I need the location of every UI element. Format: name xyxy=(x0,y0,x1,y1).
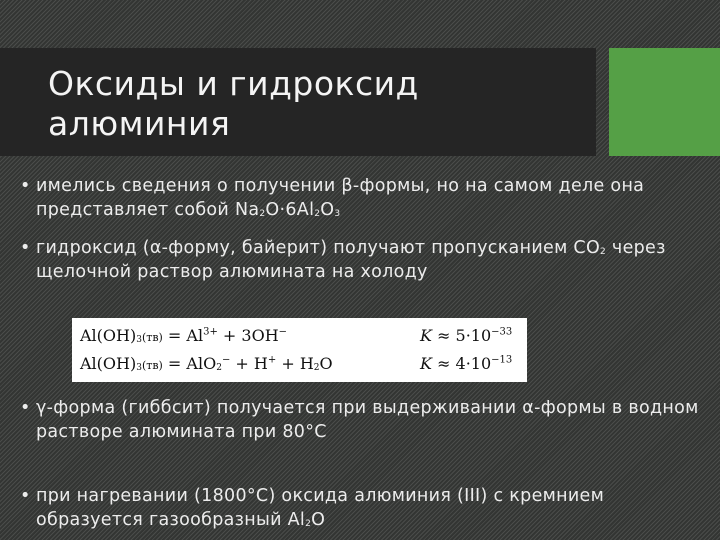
bullet-marker: • xyxy=(20,238,31,258)
slide-title: Оксиды и гидроксид алюминия xyxy=(48,64,419,143)
equilibrium-formula-image xyxy=(72,318,527,382)
bullet-text: гидроксид (α-форму, байерит) получают пропусканием $CO_2$ через щелочной раствор алюмината на холоду xyxy=(36,238,666,282)
formula-row xyxy=(80,322,525,350)
bullet-item xyxy=(20,485,700,532)
bullet-item xyxy=(20,397,700,444)
bullet-item xyxy=(20,237,700,284)
formula-constant: $K \approx 5\cdot 10^{-33}$ xyxy=(420,326,513,345)
title-bar xyxy=(0,48,596,156)
bullet-text: имелись сведения о получении β-формы, но на самом деле она представляет собой $Na_2O\cdot 6Al_2O_3$ xyxy=(36,176,645,220)
bullet-item xyxy=(20,175,700,222)
bullet-marker: • xyxy=(20,176,31,196)
bullet-marker: • xyxy=(20,486,31,506)
bullet-text: при нагревании (1800°C) оксида алюминия (III) с кремнием образуется газообразный $Al_2O$ xyxy=(36,486,605,530)
formula-row xyxy=(80,350,525,378)
bullet-marker: • xyxy=(20,398,31,418)
formula-equation: $Al(OH)_3(тв) = Al^{3+} + 3OH^-$ xyxy=(80,326,288,345)
accent-block xyxy=(609,48,720,156)
bullet-text: γ-форма (гиббсит) получается при выдерживании α-формы в водном растворе алюмината при 80°C xyxy=(36,398,699,442)
formula-constant: $K \approx 4\cdot 10^{-13}$ xyxy=(420,354,513,373)
formula-equation: $Al(OH)_3(тв) = AlO_2^- + H^+ + H_2O$ xyxy=(80,354,333,373)
